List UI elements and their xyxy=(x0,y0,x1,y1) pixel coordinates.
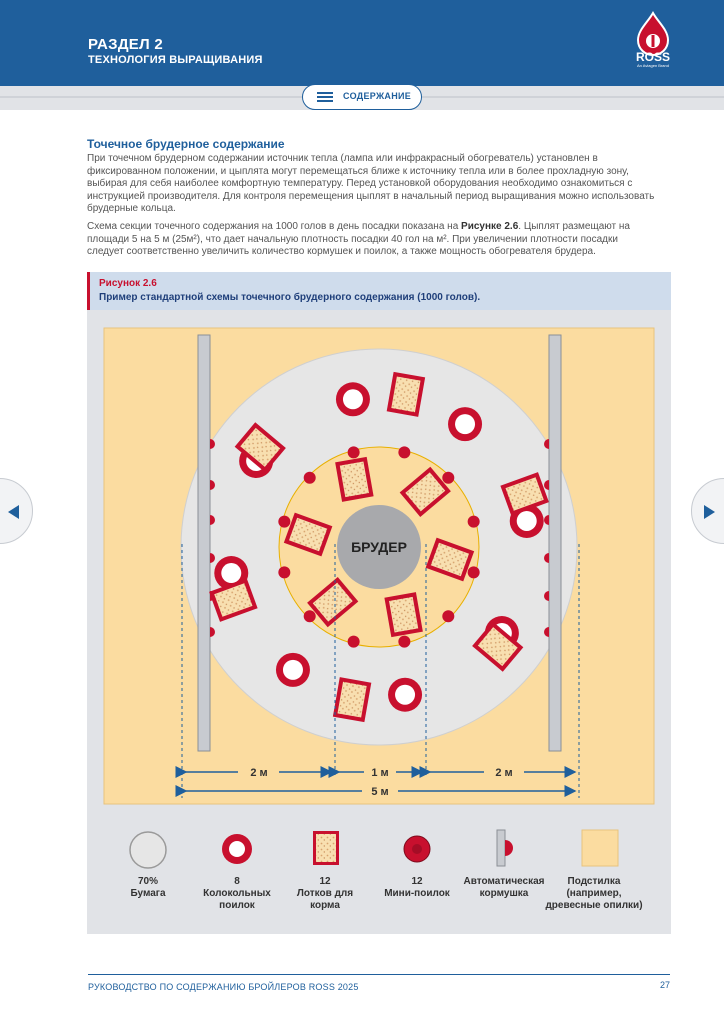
ross-logo-icon xyxy=(628,10,688,80)
figure-caption xyxy=(87,272,671,310)
legend-label-bell-drinker xyxy=(187,876,287,912)
legend-label-paper xyxy=(98,876,198,900)
auto-feeder-icon xyxy=(497,830,505,866)
legend-label-line: корма xyxy=(310,900,340,911)
arrow-right-icon xyxy=(704,505,716,519)
legend-label-line: Лотков для xyxy=(296,888,354,899)
legend-label-line: Колокольных xyxy=(203,888,271,899)
mini-drinker xyxy=(442,472,454,484)
mini-drinker xyxy=(278,516,290,528)
menu-icon xyxy=(317,92,333,102)
dim-left-label: 2 м xyxy=(250,767,268,779)
feed-tray xyxy=(384,592,422,637)
figure-title: Пример стандартной схемы точечного брудерного содержания (1000 голов). xyxy=(99,292,481,303)
legend-label-line: Бумага xyxy=(130,888,166,899)
feed-tray xyxy=(387,372,425,417)
legend-label-auto-feeder xyxy=(454,876,554,900)
legend-label-line: 70% xyxy=(137,876,158,887)
legend-label-litter xyxy=(544,876,644,912)
auto-feeder-left xyxy=(198,335,210,751)
footer-divider xyxy=(88,974,670,975)
mini-drinker xyxy=(398,636,410,648)
bell-drinker-center xyxy=(517,511,537,531)
legend-label-line: Автоматическая xyxy=(463,876,545,887)
dim-middle-label: 1 м xyxy=(371,767,389,779)
logo-text: ROSS xyxy=(635,50,670,64)
contents-button[interactable] xyxy=(302,84,422,110)
mini-drinker xyxy=(278,566,290,578)
auto-feeder-right xyxy=(549,335,561,751)
legend-label-feed-tray xyxy=(275,876,375,912)
feed-tray xyxy=(335,457,373,502)
bell-drinker-center xyxy=(395,685,415,705)
legend-label-line: 12 xyxy=(319,876,331,887)
bell-drinker-center xyxy=(283,660,303,680)
mini-drinker xyxy=(348,446,360,458)
legend-label-line: древесные опилки) xyxy=(545,900,643,911)
section-label: РАЗДЕЛ 2 xyxy=(88,36,164,53)
legend-label-mini-drinker xyxy=(367,876,467,900)
arrow-left-icon xyxy=(8,505,20,519)
bell-drinker-center xyxy=(221,563,241,583)
legend-label-line: (например, xyxy=(566,888,622,899)
feed-tray xyxy=(333,677,371,722)
section-subtitle: ТЕХНОЛОГИЯ ВЫРАЩИВАНИЯ xyxy=(88,54,263,66)
dim-total-label: 5 м xyxy=(371,786,389,798)
brooder-label: БРУДЕР xyxy=(351,539,407,555)
mini-drinker xyxy=(304,472,316,484)
brooding-diagram xyxy=(96,320,662,808)
legend-label-line: Мини-поилок xyxy=(384,888,450,899)
paper-icon xyxy=(130,832,166,868)
paragraph-2 xyxy=(87,221,657,259)
mini-drinker xyxy=(348,636,360,648)
legend-label-line: поилок xyxy=(219,900,255,911)
legend-label-line: 8 xyxy=(234,876,240,887)
legend-label-line: кормушка xyxy=(479,888,529,899)
paragraph-2-text-end: . Цыплят размещают на площади 5 на 5 м (25м²), что дает начальную плотность посадки 40 гол на м². При увеличении плотности посадки следует соответственно увеличить количество кормушек и поилок, а также мощность обогревателя брудера. xyxy=(87,221,630,258)
page-number: 27 xyxy=(659,980,670,990)
paragraph-1: При точечном брудерном содержании источник тепла (лампа или инфракрасный обогреватель) установлен в фиксированном положении, и цыплята могут перемещаться ближе к источнику тепла или в более прохладную зону, выбирая для себя наиболее комфортную температуру. Перед установкой оборудования необходимо ознакомиться с инструкцией производителя. Для контроля перемещения цыплят в начальный период выращивания можно использовать брудерные кольца. xyxy=(87,153,655,215)
legend-label-line: 12 xyxy=(411,876,423,887)
prev-page-button[interactable] xyxy=(0,478,33,544)
next-page-button[interactable] xyxy=(691,478,724,544)
section-title: Точечное брудерное содержание xyxy=(87,137,285,151)
paragraph-2-text: Схема секции точечного содержания на 1000 голов в день посадки показана на xyxy=(87,221,462,232)
dim-right-label: 2 м xyxy=(495,767,513,779)
mini-drinker xyxy=(442,610,454,622)
mini-drinker xyxy=(468,516,480,528)
footer-title: РУКОВОДСТВО ПО СОДЕРЖАНИЮ БРОЙЛЕРОВ ROSS 2025 xyxy=(88,982,359,992)
mini-drinker xyxy=(304,610,316,622)
contents-button-label: СОДЕРЖАНИЕ xyxy=(343,91,412,101)
bell-drinker-center xyxy=(455,414,475,434)
figure-reference[interactable]: Рисунке 2.6 xyxy=(461,221,519,232)
figure-label: Рисунок 2.6 xyxy=(99,278,157,289)
page-header xyxy=(0,0,724,86)
mini-drinker xyxy=(398,446,410,458)
legend-label-line: Подстилка xyxy=(567,876,621,887)
mini-drinker xyxy=(468,566,480,578)
bell-drinker-center xyxy=(343,389,363,409)
litter-icon xyxy=(582,830,618,866)
logo-brand-text: An Aviagen Brand xyxy=(637,63,669,68)
